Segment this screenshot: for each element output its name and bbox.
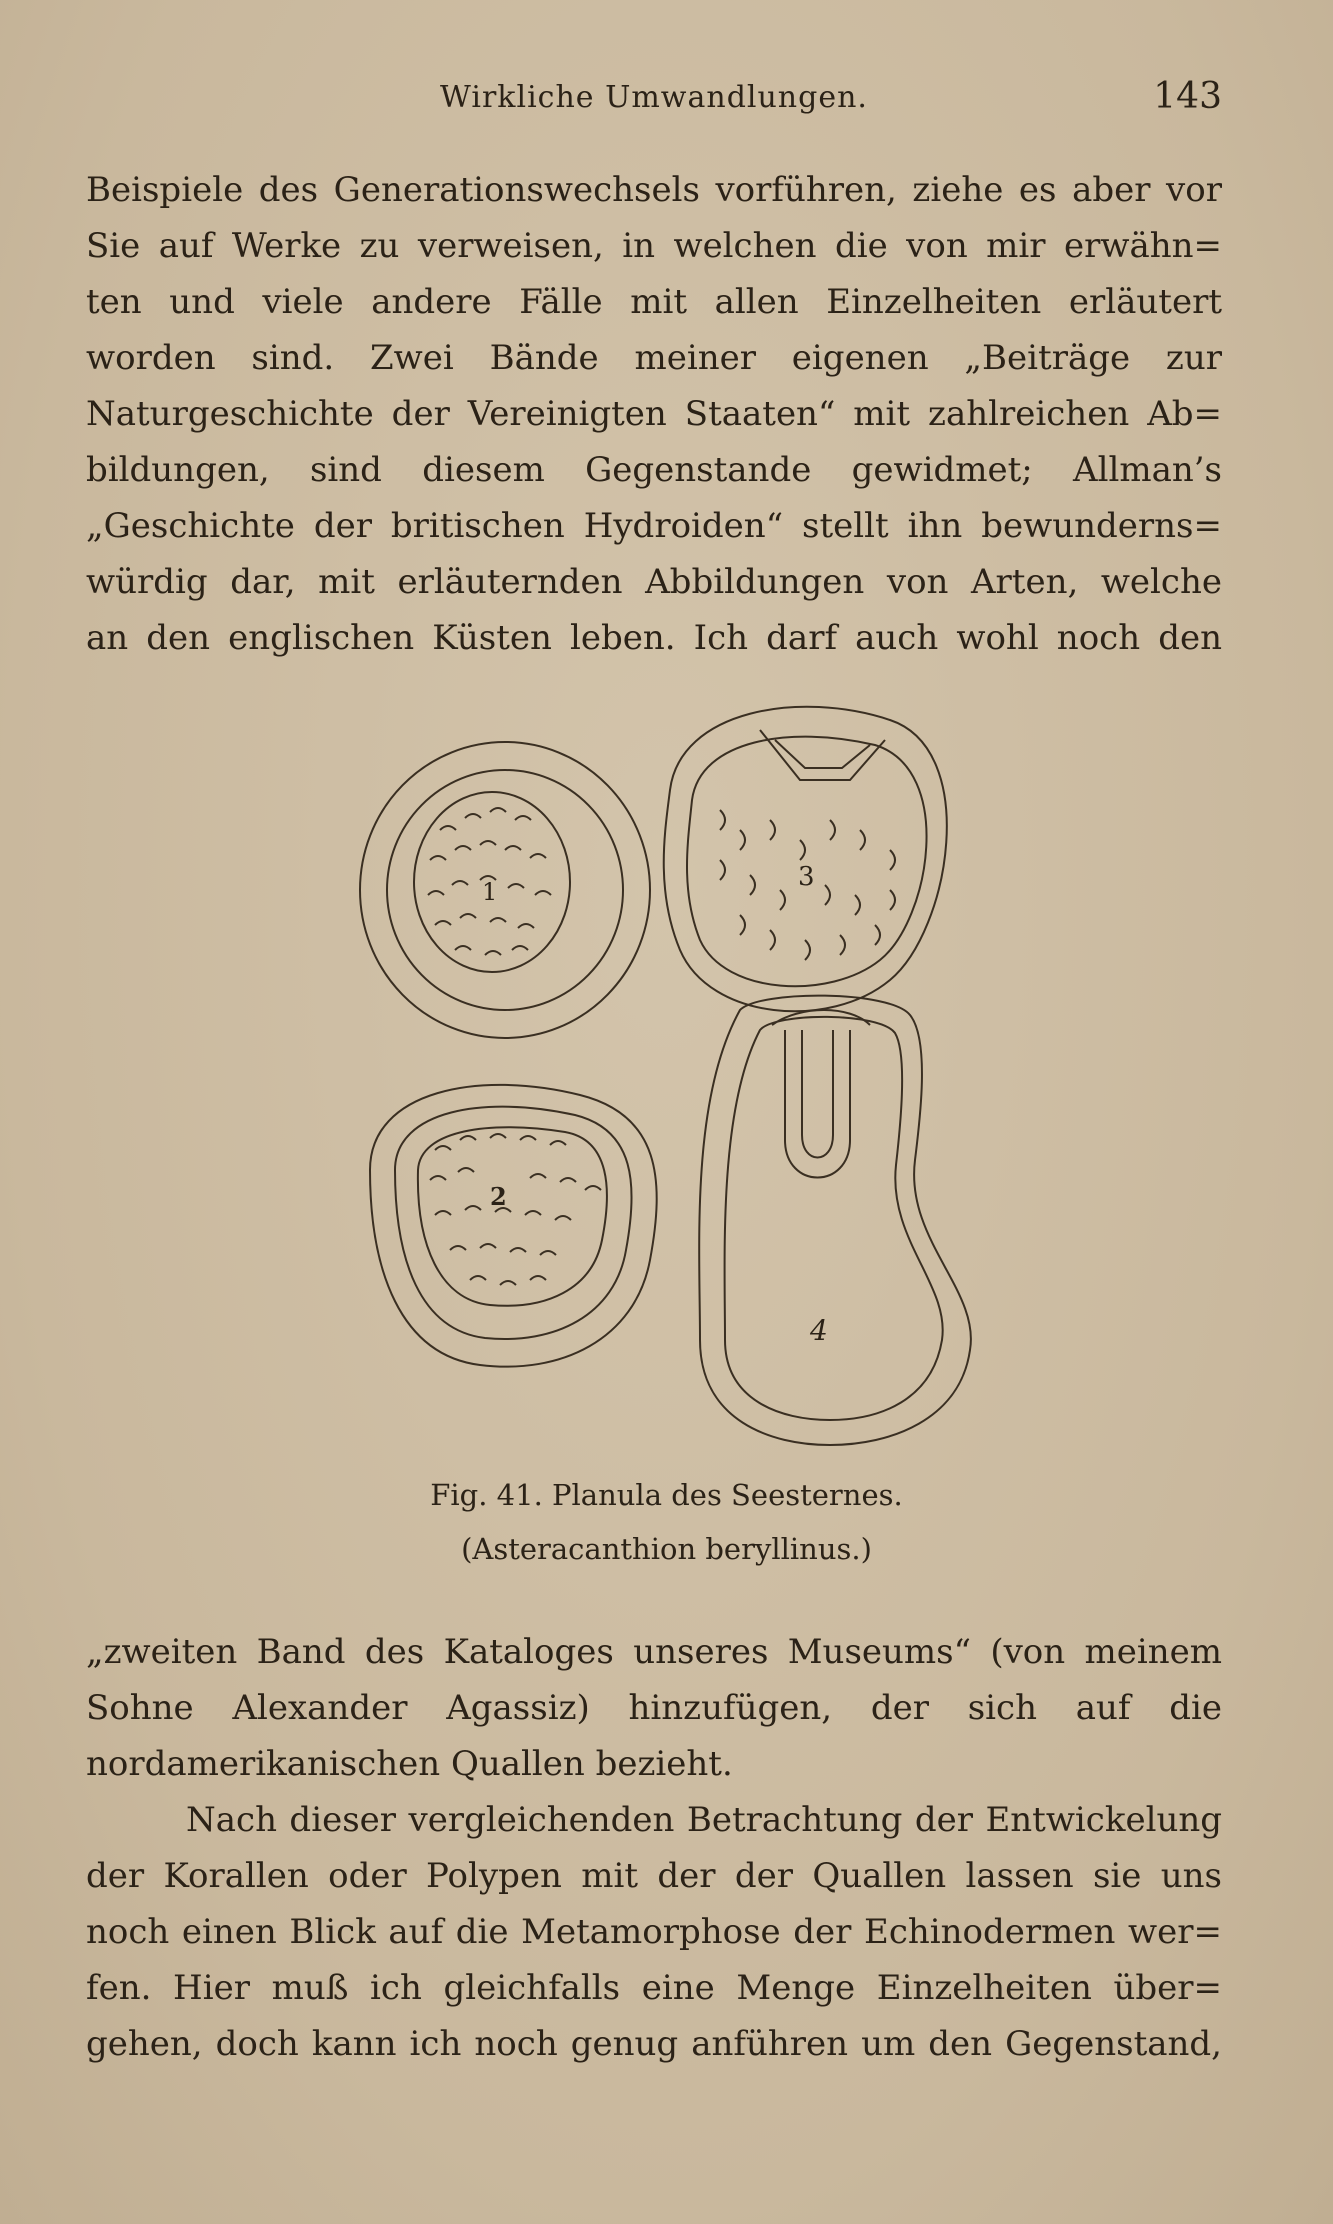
text-line: der Korallen oder Polypen mit der der Quallen lassen sie uns xyxy=(86,1856,1222,1896)
figure-planula-illustration xyxy=(330,700,1030,1470)
page-number: 143 xyxy=(1153,76,1222,117)
text-line: Naturgeschichte der Vereinigten Staaten“ mit zahlreichen Ab= xyxy=(86,394,1222,434)
figure-label: 3 xyxy=(798,862,815,892)
text-line: „zweiten Band des Kataloges unseres Museums“ (von meinem xyxy=(86,1632,1222,1672)
text-line: worden sind. Zwei Bände meiner eigenen „Beiträge zur xyxy=(86,338,1222,378)
figure-caption: Fig. 41. Planula des Seesternes. xyxy=(430,1478,903,1512)
text-line: bildungen, sind diesem Gegenstande gewidmet; Allman’s xyxy=(86,450,1222,490)
figure-label: 2 xyxy=(490,1182,507,1211)
paragraph-bottom xyxy=(86,1624,1222,2072)
text-line: Sohne Alexander Agassiz) hinzufügen, der sich auf die xyxy=(86,1688,1222,1728)
figure-caption-species: (Asteracanthion beryllinus.) xyxy=(461,1532,872,1566)
stage-4-larva xyxy=(699,996,971,1445)
text-line: „Geschichte der britischen Hydroiden“ stellt ihn bewunderns= xyxy=(86,506,1222,546)
text-line: an den englischen Küsten leben. Ich darf auch wohl noch den xyxy=(86,618,1222,658)
running-title: Wirkliche Umwandlungen. xyxy=(440,80,868,115)
stage-1-larva xyxy=(360,742,650,1038)
figure-label: 1 xyxy=(482,878,498,906)
running-head xyxy=(86,76,1222,130)
text-line: Nach dieser vergleichenden Betrachtung der Entwickelung xyxy=(186,1800,1222,1840)
text-line: fen. Hier muß ich gleichfalls eine Menge Einzelheiten über= xyxy=(86,1968,1222,2008)
stage-2-larva xyxy=(370,1085,657,1367)
planula-drawing xyxy=(330,700,1030,1470)
text-line: nordamerikanischen Quallen bezieht. xyxy=(86,1744,733,1784)
text-line: gehen, doch kann ich noch genug anführen um den Gegenstand, xyxy=(86,2024,1222,2064)
text-line: Beispiele des Generationswechsels vorführen, ziehe es aber vor xyxy=(86,170,1222,210)
text-line: Sie auf Werke zu verweisen, in welchen die von mir erwähn= xyxy=(86,226,1222,266)
text-line: würdig dar, mit erläuternden Abbildungen von Arten, welche xyxy=(86,562,1222,602)
text-line: ten und viele andere Fälle mit allen Einzelheiten erläutert xyxy=(86,282,1222,322)
figure-label: 4 xyxy=(810,1314,828,1347)
stage-3-larva xyxy=(664,707,947,1011)
paragraph-top xyxy=(86,162,1222,666)
text-line: noch einen Blick auf die Metamorphose der Echinodermen wer= xyxy=(86,1912,1222,1952)
